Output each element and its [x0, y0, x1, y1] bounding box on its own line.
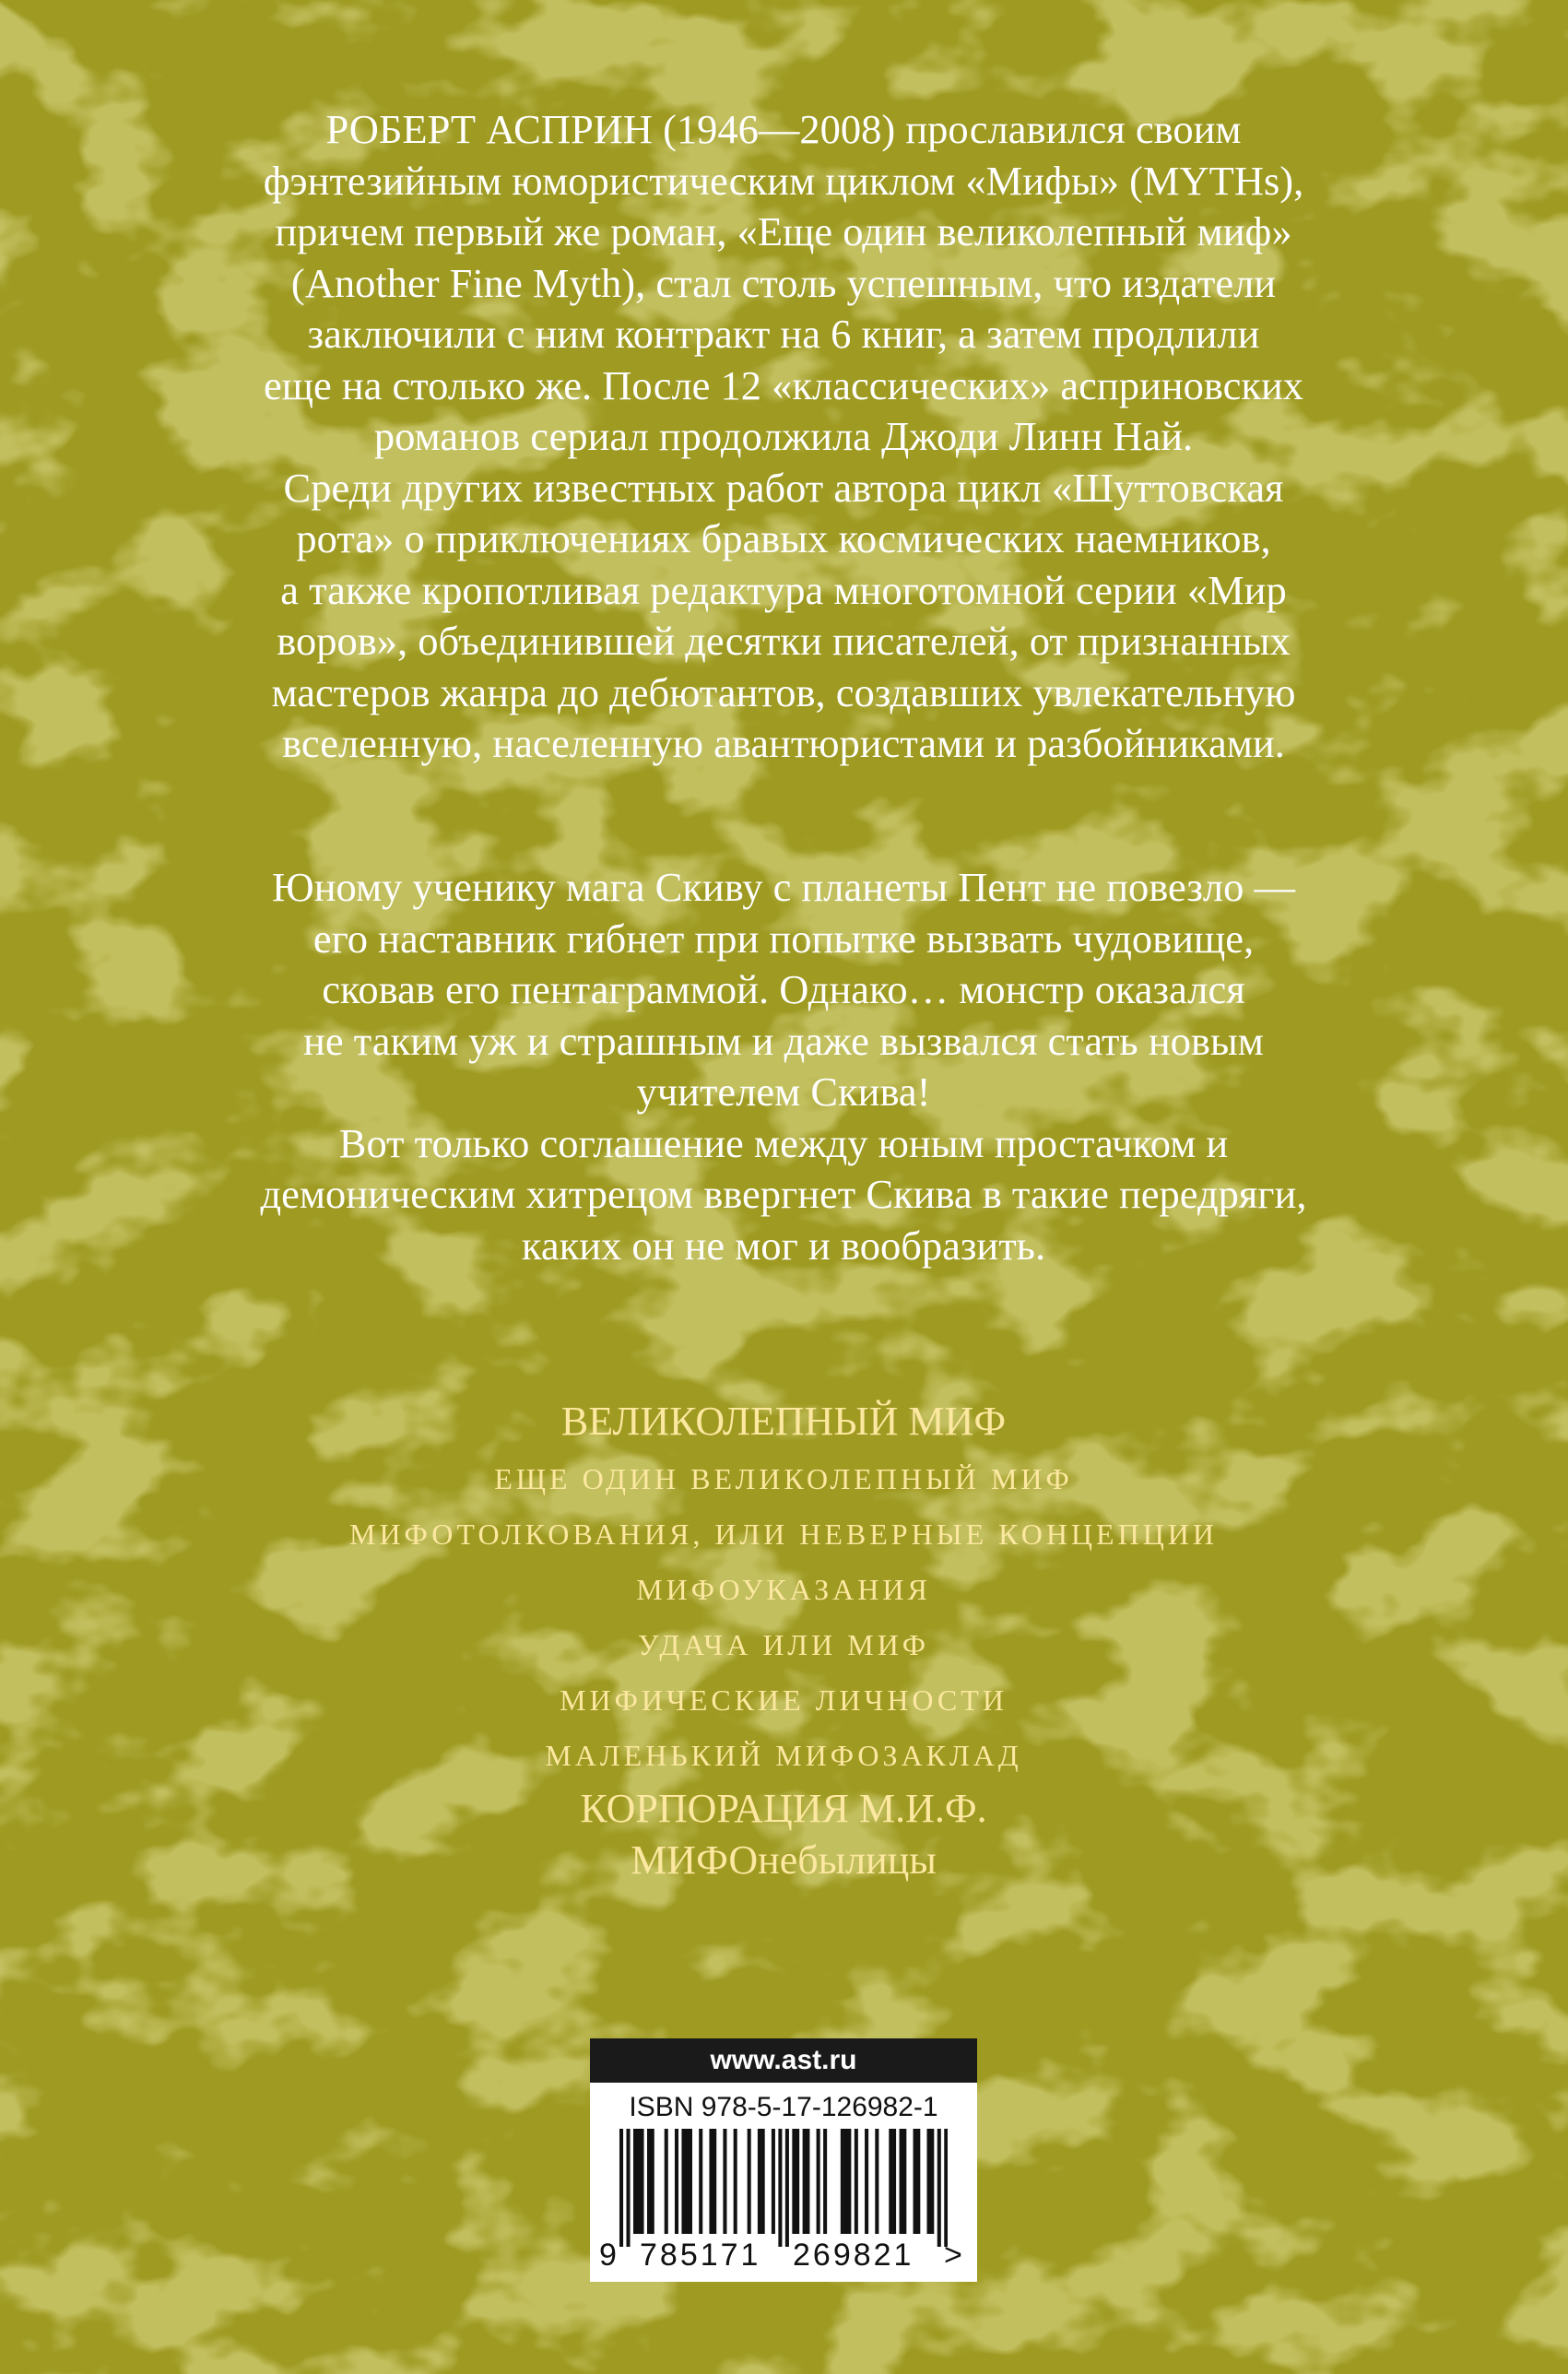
- barcode-bar: [748, 2129, 751, 2234]
- synopsis-line: его наставник гибнет при попытке вызвать чудовище,: [312, 915, 1255, 962]
- author-bio-line: еще на столько же. После 12 «классических» асприновских: [263, 361, 1304, 408]
- barcode-bar: [900, 2129, 903, 2234]
- barcode-bar: [916, 2129, 920, 2234]
- barcode-bar: [647, 2129, 651, 2234]
- author-bio-line: рота» о приключениях бравых космических наемников,: [296, 515, 1271, 561]
- barcode-bar: [651, 2129, 654, 2234]
- barcode-guard-bar: [785, 2129, 789, 2247]
- series-list: [138, 1392, 1429, 1886]
- barcode-bar: [865, 2129, 868, 2234]
- barcode-guard-bar: [619, 2129, 623, 2247]
- series-last-title: МИФОнебылицы: [631, 1837, 937, 1883]
- series-title: ЕЩЕ ОДИН ВЕЛИКОЛЕПНЫЙ МИФ: [494, 1462, 1073, 1495]
- synopsis-line: Юному ученику мага Скиву с планеты Пент не повезло —: [271, 864, 1295, 910]
- barcode-bar: [761, 2129, 765, 2234]
- author-bio-line: Среди других известных работ автора цикл «Шуттовская: [283, 464, 1284, 511]
- author-bio-line: (Another Fine Myth), стал столь успешным, что издатели: [290, 259, 1277, 306]
- barcode-bar: [689, 2129, 692, 2234]
- barcode-bars: [619, 2129, 948, 2247]
- barcode-bar: [734, 2129, 737, 2234]
- barcode-guard-bar: [626, 2129, 630, 2247]
- barcode-bar: [841, 2129, 844, 2234]
- barcode-bar: [847, 2129, 851, 2234]
- barcode-bar: [806, 2129, 809, 2234]
- series-title: МИФИЧЕСКИЕ ЛИЧНОСТИ: [560, 1683, 1008, 1717]
- author-bio: [129, 104, 1438, 770]
- barcode-bar: [723, 2129, 726, 2234]
- synopsis-line: сковав его пентаграммой. Однако… монстр оказался: [322, 966, 1245, 1012]
- barcode-block: [590, 2038, 977, 2282]
- synopsis-line: каких он не мог и вообразить.: [521, 1222, 1046, 1269]
- author-bio-line: романов сериал продолжила Джоди Линн Най.: [373, 413, 1194, 459]
- barcode-bar: [699, 2129, 702, 2234]
- barcode-bar: [772, 2129, 775, 2234]
- author-bio-line: вселенную, населенную авантюристами и разбойниками.: [282, 720, 1285, 766]
- series-title: УДАЧА ИЛИ МИФ: [637, 1628, 930, 1661]
- barcode-digits-left: 785171: [640, 2238, 761, 2273]
- series-title: МИФОТОЛКОВАНИЯ, ИЛИ НЕВЕРНЫЕ КОНЦЕПЦИИ: [348, 1518, 1219, 1551]
- barcode-bar: [758, 2129, 761, 2234]
- author-bio-line: причем первый же роман, «Еще один великолепный миф»: [275, 208, 1292, 254]
- synopsis-line: демоническим хитрецом ввергнет Скива в такие передряги,: [260, 1171, 1307, 1217]
- author-bio-line: заключили с ним контракт на 6 книг, а затем продлили: [307, 311, 1260, 357]
- barcode-bar: [889, 2129, 892, 2234]
- synopsis-line: учителем Скива!: [636, 1069, 931, 1115]
- isbn-label: ISBN 978-5-17-126982-1: [629, 2092, 938, 2122]
- series-subheading: КОРПОРАЦИЯ М.И.Ф.: [580, 1786, 987, 1831]
- series-heading: ВЕЛИКОЛЕПНЫЙ МИФ: [560, 1399, 1007, 1444]
- series-title: МАЛЕНЬКИЙ МИФОЗАКЛАД: [545, 1739, 1022, 1772]
- series-title: МИФОУКАЗАНИЯ: [636, 1573, 931, 1606]
- author-bio-line: а также кропотливая редактура многотомной серии «Мир: [280, 566, 1287, 613]
- barcode-bar: [675, 2129, 678, 2234]
- barcode-bar: [855, 2129, 858, 2234]
- barcode-guard-bar: [944, 2129, 948, 2247]
- synopsis-line: не таким уж и страшным и даже вызвался стать новым: [303, 1017, 1264, 1064]
- author-bio-line: воров», объединившей десятки писателей, от признанных: [277, 618, 1291, 664]
- barcode-bar: [792, 2129, 796, 2234]
- barcode-bar: [633, 2129, 637, 2234]
- author-bio-line: РОБЕРТ АСПРИН (1946—2008) прославился своим: [325, 106, 1242, 152]
- barcode-bar: [665, 2129, 668, 2234]
- barcode-bar: [640, 2129, 643, 2234]
- barcode-bar: [930, 2129, 934, 2234]
- barcode-bar: [796, 2129, 799, 2234]
- barcode-bar: [803, 2129, 807, 2234]
- publisher-url: www.ast.ru: [590, 2038, 977, 2083]
- barcode-bar: [637, 2129, 641, 2234]
- barcode-bar: [914, 2129, 917, 2234]
- barcode-bar: [892, 2129, 896, 2234]
- barcode-quiet-zone-marker: >: [944, 2238, 962, 2273]
- barcode-bar: [713, 2129, 716, 2234]
- barcode-digits-right: 269821: [793, 2238, 914, 2273]
- barcode-bar: [875, 2129, 878, 2234]
- barcode-guard-bar: [778, 2129, 782, 2247]
- barcode-bar: [927, 2129, 931, 2234]
- barcode-bar: [709, 2129, 713, 2234]
- barcode-guard-bar: [937, 2129, 941, 2247]
- barcode-bar: [685, 2129, 689, 2234]
- synopsis-line: Вот только соглашение между юным простачком и: [338, 1119, 1229, 1166]
- author-bio-line: мастеров жанра до дебютантов, создавших увлекательную: [271, 668, 1296, 715]
- author-bio-line: фэнтезийным юмористическим циклом «Мифы» (MYTHs),: [263, 157, 1304, 204]
- barcode-digit-lead: 9: [599, 2238, 617, 2273]
- synopsis: [129, 862, 1438, 1271]
- barcode-bar: [844, 2129, 848, 2234]
- barcode-bar: [823, 2129, 827, 2234]
- barcode-bar: [681, 2129, 685, 2234]
- barcode-bar: [902, 2129, 906, 2234]
- barcode-bar: [817, 2129, 820, 2234]
